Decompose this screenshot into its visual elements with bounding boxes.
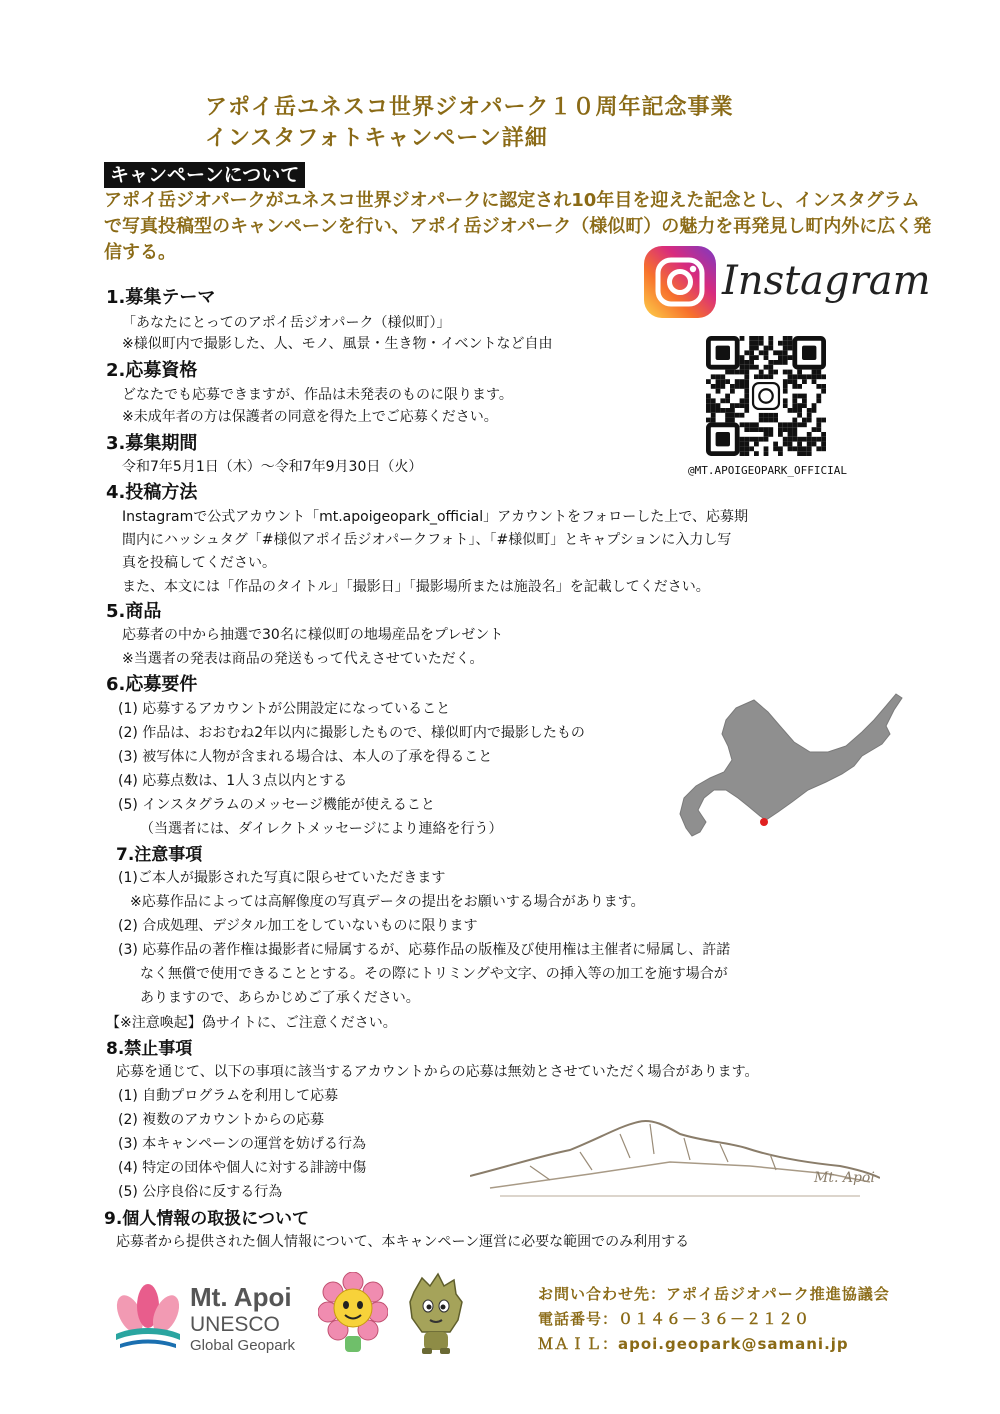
s1-line-1: 「あなたにとってのアポイ岳ジオパーク（様似町）」 [122, 315, 451, 331]
s4-line-4: また、本文には「作品のタイトル」「撮影日」「撮影場所または施設名」を記載してください。 [122, 579, 710, 595]
section-3-heading: 3.募集期間 [106, 433, 198, 454]
about-label: キャンペーンについて [104, 162, 305, 188]
s4-line-1: Instagramで公式アカウント「mt.apoigeopark_official」アカウントをフォローした上で、応募期 [122, 509, 749, 525]
section-8-heading: 8.禁止事項 [106, 1039, 193, 1059]
geopark-flower-logo [110, 1278, 186, 1354]
s6-line-3: (3) 被写体に人物が含まれる場合は、本人の了承を得ること [118, 749, 493, 765]
page-title [205, 92, 734, 154]
flower-mascot-icon [318, 1272, 388, 1356]
sketch-signature: Mt. Apoi [814, 1170, 875, 1186]
contact-mail[interactable]: ＭＡＩＬ：apoi.geopark@samani.jp [538, 1335, 849, 1353]
section-1-heading: 1.募集テーマ [106, 287, 216, 308]
s9-line-1: 応募者から提供された個人情報について、本キャンペーン運営に必要な範囲でのみ利用する [116, 1234, 690, 1250]
instagram-wordmark: Instagram [722, 258, 931, 304]
s7-line-1: (1)ご本人が撮影された写真に限らせていただきます [118, 870, 446, 886]
s8-line-1: 応募を通じて、以下の事項に該当するアカウントからの応募は無効とさせていただく場合があります。 [116, 1064, 759, 1080]
mt-apoi-sketch [470, 1108, 880, 1204]
s6-line-1: (1) 応募するアカウントが公開設定になっていること [118, 701, 451, 717]
qr-code[interactable] [706, 336, 826, 456]
section-9-heading: 9.個人情報の取扱について [104, 1209, 309, 1229]
section-6-heading: 6.応募要件 [106, 674, 198, 695]
s7-line-7: 【※注意喚起】偽サイトに、ご注意ください。 [106, 1015, 397, 1031]
title-line-2: インスタフォトキャンペーン詳細 [205, 126, 548, 151]
logo-unesco: UNESCO [190, 1313, 280, 1336]
s7-line-3: (2) 合成処理、デジタル加工をしていないものに限ります [118, 918, 478, 934]
s6-line-5: (5) インスタグラムのメッセージ機能が使えること [118, 797, 435, 813]
s8-line-3: (2) 複数のアカウントからの応募 [118, 1112, 325, 1128]
s6-line-6: （当選者には、ダイレクトメッセージにより連絡を行う） [140, 821, 503, 837]
s4-line-3: 真を投稿してください。 [122, 555, 276, 571]
s2-line-1: どなたでも応募できますが、作品は未発表のものに限ります。 [122, 387, 513, 403]
section-5-heading: 5.商品 [106, 601, 162, 622]
samani-marker [760, 818, 768, 826]
section-7-heading: 7.注意事項 [116, 845, 203, 865]
s4-line-2: 間内にハッシュタグ「#様似アポイ岳ジオパークフォト」、「#様似町」とキャプションに入力し写 [122, 532, 732, 548]
contact-phone: 電話番号：０１４６－３６－２１２０ [538, 1310, 811, 1328]
section-2-heading: 2.応募資格 [106, 360, 198, 381]
section-4-heading: 4.投稿方法 [106, 482, 198, 503]
s8-line-4: (3) 本キャンペーンの運営を妨げる行為 [118, 1136, 367, 1152]
s2-line-2: ※未成年者の方は保護者の同意を得た上でご応募ください。 [122, 409, 498, 425]
s7-line-4: (3) 応募作品の著作権は撮影者に帰属するが、応募作品の版権及び使用権は主催者に帰属し、許諾 [118, 942, 731, 958]
s6-line-2: (2) 作品は、おおむね2年以内に撮影したもので、様似町内で撮影したもの [118, 725, 585, 741]
s8-line-5: (4) 特定の団体や個人に対する誹謗中傷 [118, 1160, 367, 1176]
hokkaido-map [676, 686, 916, 856]
s8-line-2: (1) 自動プログラムを利用して応募 [118, 1088, 339, 1104]
s7-line-2: ※応募作品によっては高解像度の写真データの提出をお願いする場合があります。 [130, 894, 645, 910]
about-text: アポイ岳ジオパークがユネスコ世界ジオパークに認定され10年目を迎えた記念とし、インスタグラムで写真投稿型のキャンペーンを行い、アポイ岳ジオパーク（様似町）の魅力を再発見し町内外に広く発信する。 [104, 190, 932, 263]
s1-line-2: ※様似町内で撮影した、人、モノ、風景・生き物・イベントなど自由 [122, 336, 553, 352]
instagram-handle: @MT.APOIGEOPARK_OFFICIAL [688, 464, 847, 477]
s8-line-6: (5) 公序良俗に反する行為 [118, 1184, 283, 1200]
rock-mascot-icon [404, 1272, 468, 1356]
s7-line-5: なく無償で使用できることとする。その際にトリミングや文字、の挿入等の加工を施す場合が [140, 966, 728, 982]
logo-global-geopark: Global Geopark [190, 1337, 296, 1354]
s7-line-6: ありますので、あらかじめご了承ください。 [140, 990, 420, 1006]
contact-org: お問い合わせ先：アポイ岳ジオパーク推進協議会 [538, 1285, 890, 1303]
s6-line-4: (4) 応募点数は、1人３点以内とする [118, 773, 348, 789]
s3-line-1: 令和7年5月1日（木）～令和7年9月30日（火） [122, 459, 423, 475]
instagram-icon [644, 246, 716, 318]
logo-mt-apoi: Mt. Apoi [190, 1282, 292, 1312]
title-line-1: アポイ岳ユネスコ世界ジオパーク１０周年記念事業 [205, 95, 734, 120]
s5-line-1: 応募者の中から抽選で30名に様似町の地場産品をプレゼント [122, 627, 504, 643]
s5-line-2: ※当選者の発表は商品の発送もって代えさせていただく。 [122, 651, 484, 667]
